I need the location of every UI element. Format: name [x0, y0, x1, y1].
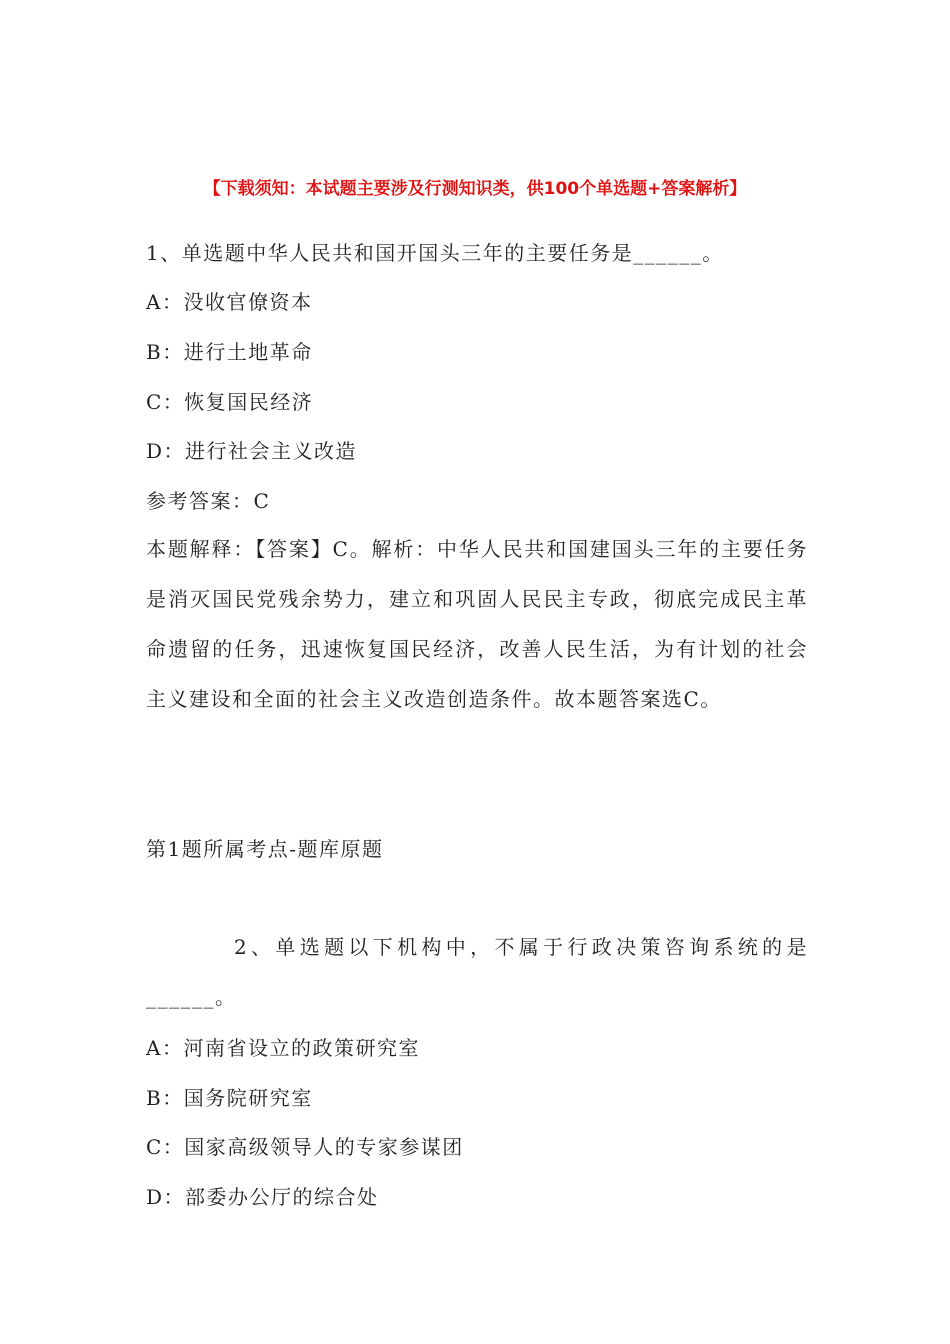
question-2-option-a: A：河南省设立的政策研究室: [146, 1036, 420, 1060]
question-1-topic: 第1题所属考点-题库原题: [146, 837, 384, 861]
download-notice: 【下载须知：本试题主要涉及行测知识类，供100个单选题+答案解析】: [203, 179, 747, 199]
question-2-text: 2、单选题以下机构中，不属于行政决策咨询系统的是______。: [146, 935, 808, 1009]
question-1-option-b: B：进行土地革命: [146, 340, 313, 364]
question-1-answer: 参考答案：C: [146, 489, 271, 513]
question-2-option-c: C：国家高级领导人的专家参谋团: [146, 1135, 464, 1159]
question-1-option-a: A：没收官僚资本: [146, 290, 313, 314]
question-1-option-d: D：进行社会主义改造: [146, 439, 358, 463]
question-1-option-c: C：恢复国民经济: [146, 390, 314, 414]
question-2-option-d: D：部委办公厅的综合处: [146, 1185, 379, 1209]
question-1-explanation: 本题解释：【答案】C。解析：中华人民共和国建国头三年的主要任务是消灭国民党残余势力，建立和巩固人民民主专政，彻底完成民主革命遗留的任务，迅速恢复国民经济，改善人民生活，为有计划的社会主义建设和全面的社会主义改造创造条件。故本题答案选C。: [146, 537, 808, 711]
question-2-option-b: B：国务院研究室: [146, 1086, 313, 1110]
question-1-text: 1、单选题中华人民共和国开国头三年的主要任务是______。: [146, 241, 724, 265]
